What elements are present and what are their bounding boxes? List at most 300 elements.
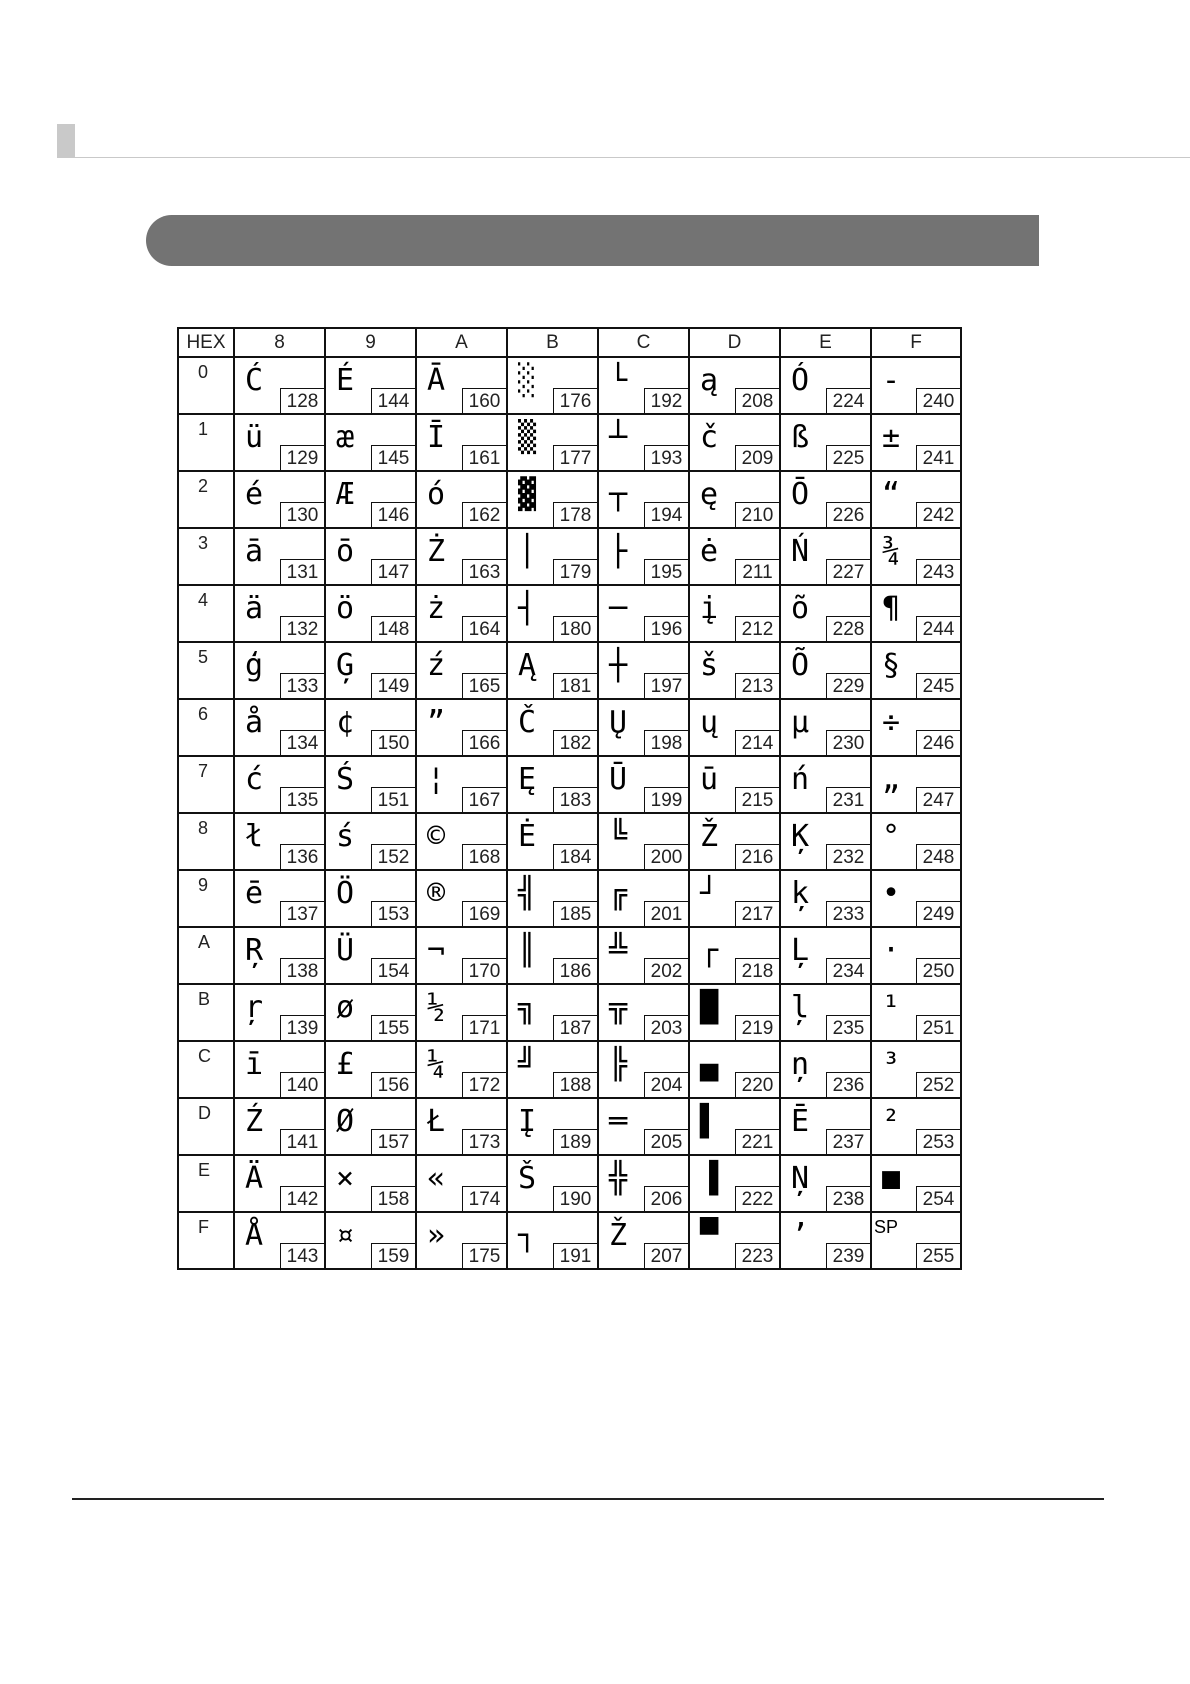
decimal-code: 183 bbox=[553, 787, 597, 812]
char-glyph: ║ bbox=[518, 933, 537, 968]
decimal-code: 218 bbox=[735, 958, 779, 983]
char-glyph: ▌ bbox=[700, 1104, 719, 1139]
char-glyph: ¾ bbox=[882, 534, 901, 569]
decimal-code: 240 bbox=[916, 388, 960, 413]
char-cell bbox=[325, 642, 416, 699]
decimal-code: 191 bbox=[553, 1243, 597, 1268]
decimal-code: 233 bbox=[826, 901, 870, 926]
char-cell bbox=[871, 699, 961, 756]
char-cell bbox=[689, 1212, 780, 1269]
char-cell bbox=[871, 585, 961, 642]
decimal-code: 213 bbox=[735, 673, 779, 698]
row-hex-label: 8 bbox=[198, 818, 209, 838]
decimal-code: 203 bbox=[644, 1015, 688, 1040]
char-cell bbox=[598, 642, 689, 699]
char-glyph: © bbox=[427, 819, 446, 854]
char-glyph: Š bbox=[518, 1161, 537, 1196]
decimal-code: 148 bbox=[371, 616, 415, 641]
char-cell bbox=[416, 528, 507, 585]
char-glyph: Ł bbox=[427, 1104, 446, 1139]
char-glyph: ³ bbox=[882, 1047, 901, 1082]
char-glyph: £ bbox=[336, 1047, 355, 1082]
char-cell bbox=[325, 1155, 416, 1212]
char-cell bbox=[780, 927, 871, 984]
char-glyph: „ bbox=[882, 762, 901, 797]
char-glyph: Ā bbox=[427, 363, 446, 398]
decimal-code: 234 bbox=[826, 958, 870, 983]
char-cell bbox=[507, 984, 598, 1041]
char-glyph: ś bbox=[336, 819, 355, 854]
decimal-code: 245 bbox=[916, 673, 960, 698]
char-cell bbox=[234, 1041, 325, 1098]
decimal-code: 217 bbox=[735, 901, 779, 926]
char-glyph: ▄ bbox=[700, 1047, 719, 1082]
decimal-code: 221 bbox=[735, 1129, 779, 1154]
decimal-code: 255 bbox=[916, 1243, 960, 1268]
char-cell bbox=[871, 471, 961, 528]
char-cell bbox=[689, 357, 780, 414]
char-glyph: - bbox=[882, 363, 901, 398]
char-cell bbox=[234, 699, 325, 756]
char-glyph: Ū bbox=[609, 762, 628, 797]
decimal-code: 170 bbox=[462, 958, 506, 983]
char-cell bbox=[689, 585, 780, 642]
char-glyph: Ż bbox=[427, 534, 446, 569]
decimal-code: 146 bbox=[371, 502, 415, 527]
char-cell bbox=[689, 699, 780, 756]
char-cell bbox=[598, 585, 689, 642]
decimal-code: 153 bbox=[371, 901, 415, 926]
char-cell bbox=[325, 1041, 416, 1098]
decimal-code: 144 bbox=[371, 388, 415, 413]
char-glyph: Ź bbox=[245, 1104, 264, 1139]
char-cell bbox=[234, 870, 325, 927]
decimal-code: 130 bbox=[280, 502, 324, 527]
column-header: A bbox=[416, 328, 507, 357]
char-cell bbox=[416, 414, 507, 471]
char-cell bbox=[507, 642, 598, 699]
decimal-code: 195 bbox=[644, 559, 688, 584]
decimal-code: 253 bbox=[916, 1129, 960, 1154]
char-cell bbox=[416, 471, 507, 528]
decimal-code: 132 bbox=[280, 616, 324, 641]
char-cell bbox=[507, 870, 598, 927]
char-cell bbox=[871, 984, 961, 1041]
char-glyph: └ bbox=[609, 363, 628, 398]
char-glyph: ń bbox=[791, 762, 810, 797]
char-cell bbox=[871, 642, 961, 699]
decimal-code: 231 bbox=[826, 787, 870, 812]
decimal-code: 139 bbox=[280, 1015, 324, 1040]
table-row bbox=[178, 471, 961, 528]
row-hex-label: 1 bbox=[198, 419, 209, 439]
char-cell bbox=[507, 1041, 598, 1098]
char-cell bbox=[325, 813, 416, 870]
char-cell bbox=[780, 870, 871, 927]
char-cell bbox=[234, 357, 325, 414]
char-cell bbox=[416, 1041, 507, 1098]
decimal-code: 157 bbox=[371, 1129, 415, 1154]
column-header: D bbox=[689, 328, 780, 357]
header-row bbox=[178, 328, 961, 357]
table-body bbox=[178, 357, 961, 1269]
char-glyph: Õ bbox=[791, 648, 810, 683]
section-divider bbox=[57, 157, 1190, 158]
char-cell bbox=[598, 528, 689, 585]
table-row bbox=[178, 756, 961, 813]
char-cell bbox=[234, 528, 325, 585]
char-cell bbox=[416, 642, 507, 699]
row-hex-label: B bbox=[198, 989, 211, 1009]
char-glyph: Ę bbox=[518, 762, 537, 797]
char-glyph: č bbox=[700, 420, 719, 455]
char-glyph: Ņ bbox=[791, 1161, 810, 1196]
char-cell bbox=[598, 1041, 689, 1098]
decimal-code: 215 bbox=[735, 787, 779, 812]
char-cell bbox=[780, 756, 871, 813]
char-cell bbox=[689, 870, 780, 927]
decimal-code: 137 bbox=[280, 901, 324, 926]
char-cell bbox=[689, 927, 780, 984]
char-cell bbox=[871, 813, 961, 870]
decimal-code: 178 bbox=[553, 502, 597, 527]
row-header bbox=[178, 414, 234, 471]
char-glyph: ō bbox=[336, 534, 355, 569]
char-cell bbox=[325, 756, 416, 813]
char-glyph: SP bbox=[874, 1217, 899, 1237]
decimal-code: 214 bbox=[735, 730, 779, 755]
char-glyph: ł bbox=[245, 819, 264, 854]
char-cell bbox=[780, 1155, 871, 1212]
row-header bbox=[178, 357, 234, 414]
char-glyph: ą bbox=[700, 363, 719, 398]
decimal-code: 235 bbox=[826, 1015, 870, 1040]
decimal-code: 142 bbox=[280, 1186, 324, 1211]
char-glyph: ° bbox=[882, 819, 901, 854]
char-glyph: │ bbox=[518, 534, 537, 569]
decimal-code: 229 bbox=[826, 673, 870, 698]
char-cell bbox=[598, 471, 689, 528]
char-cell bbox=[507, 1098, 598, 1155]
char-cell bbox=[780, 528, 871, 585]
char-cell bbox=[689, 1041, 780, 1098]
char-glyph: Ä bbox=[245, 1161, 264, 1196]
char-glyph: ē bbox=[245, 876, 264, 911]
char-glyph: ¬ bbox=[427, 933, 446, 968]
table-row bbox=[178, 699, 961, 756]
char-cell bbox=[871, 927, 961, 984]
decimal-code: 192 bbox=[644, 388, 688, 413]
char-cell bbox=[598, 1212, 689, 1269]
char-glyph: ┘ bbox=[700, 876, 719, 911]
decimal-code: 186 bbox=[553, 958, 597, 983]
char-cell bbox=[598, 756, 689, 813]
char-cell bbox=[689, 756, 780, 813]
decimal-code: 162 bbox=[462, 502, 506, 527]
char-cell bbox=[416, 1155, 507, 1212]
char-glyph: ┼ bbox=[609, 648, 628, 683]
decimal-code: 156 bbox=[371, 1072, 415, 1097]
char-cell bbox=[507, 927, 598, 984]
char-glyph: Æ bbox=[336, 477, 355, 512]
char-cell bbox=[234, 927, 325, 984]
char-cell bbox=[780, 357, 871, 414]
char-cell bbox=[689, 1098, 780, 1155]
char-glyph: Å bbox=[245, 1218, 264, 1253]
table-row bbox=[178, 357, 961, 414]
row-hex-label: A bbox=[198, 932, 211, 952]
table-row bbox=[178, 1041, 961, 1098]
decimal-code: 135 bbox=[280, 787, 324, 812]
table-row bbox=[178, 642, 961, 699]
decimal-code: 241 bbox=[916, 445, 960, 470]
decimal-code: 198 bbox=[644, 730, 688, 755]
char-glyph: Ö bbox=[336, 876, 355, 911]
decimal-code: 201 bbox=[644, 901, 688, 926]
char-glyph: ╣ bbox=[518, 876, 537, 911]
char-cell bbox=[689, 471, 780, 528]
char-glyph: Ü bbox=[336, 933, 355, 968]
decimal-code: 163 bbox=[462, 559, 506, 584]
char-glyph: ┤ bbox=[518, 591, 537, 626]
decimal-code: 129 bbox=[280, 445, 324, 470]
decimal-code: 247 bbox=[916, 787, 960, 812]
decimal-code: 187 bbox=[553, 1015, 597, 1040]
row-hex-label: E bbox=[198, 1160, 211, 1180]
char-glyph: ß bbox=[791, 420, 810, 455]
char-cell bbox=[234, 756, 325, 813]
char-glyph: ÷ bbox=[882, 705, 901, 740]
row-hex-label: D bbox=[198, 1103, 211, 1123]
char-cell bbox=[871, 870, 961, 927]
char-cell bbox=[689, 813, 780, 870]
char-glyph: ╦ bbox=[609, 990, 628, 1025]
decimal-code: 171 bbox=[462, 1015, 506, 1040]
section-marker bbox=[57, 124, 75, 158]
row-hex-label: 7 bbox=[198, 761, 209, 781]
decimal-code: 238 bbox=[826, 1186, 870, 1211]
char-glyph: ▀ bbox=[700, 1218, 719, 1253]
char-cell bbox=[325, 1098, 416, 1155]
char-cell bbox=[325, 528, 416, 585]
decimal-code: 185 bbox=[553, 901, 597, 926]
decimal-code: 252 bbox=[916, 1072, 960, 1097]
char-cell bbox=[234, 813, 325, 870]
decimal-code: 243 bbox=[916, 559, 960, 584]
char-glyph: ╔ bbox=[609, 876, 628, 911]
char-cell bbox=[416, 984, 507, 1041]
decimal-code: 133 bbox=[280, 673, 324, 698]
char-glyph: ī bbox=[245, 1047, 264, 1082]
decimal-code: 165 bbox=[462, 673, 506, 698]
decimal-code: 184 bbox=[553, 844, 597, 869]
decimal-code: 200 bbox=[644, 844, 688, 869]
character-code-table bbox=[177, 327, 962, 1270]
char-cell bbox=[325, 984, 416, 1041]
char-glyph: ░ bbox=[518, 363, 537, 398]
row-header bbox=[178, 585, 234, 642]
table-row bbox=[178, 414, 961, 471]
char-cell bbox=[234, 471, 325, 528]
decimal-code: 145 bbox=[371, 445, 415, 470]
char-glyph: Ķ bbox=[791, 819, 810, 854]
decimal-code: 212 bbox=[735, 616, 779, 641]
char-glyph: ģ bbox=[245, 648, 264, 683]
decimal-code: 230 bbox=[826, 730, 870, 755]
decimal-code: 141 bbox=[280, 1129, 324, 1154]
decimal-code: 207 bbox=[644, 1243, 688, 1268]
decimal-code: 193 bbox=[644, 445, 688, 470]
char-glyph: ó bbox=[427, 477, 446, 512]
char-cell bbox=[871, 1098, 961, 1155]
row-hex-label: 2 bbox=[198, 476, 209, 496]
char-cell bbox=[598, 984, 689, 1041]
char-glyph: ö bbox=[336, 591, 355, 626]
char-glyph: Ŗ bbox=[245, 933, 264, 968]
row-hex-label: 9 bbox=[198, 875, 209, 895]
decimal-code: 206 bbox=[644, 1186, 688, 1211]
decimal-code: 210 bbox=[735, 502, 779, 527]
char-cell bbox=[689, 642, 780, 699]
decimal-code: 249 bbox=[916, 901, 960, 926]
table-row bbox=[178, 870, 961, 927]
char-glyph: ┌ bbox=[700, 933, 719, 968]
row-hex-label: C bbox=[198, 1046, 211, 1066]
decimal-code: 219 bbox=[735, 1015, 779, 1040]
char-glyph: ╗ bbox=[518, 990, 537, 1025]
column-header: B bbox=[507, 328, 598, 357]
decimal-code: 225 bbox=[826, 445, 870, 470]
char-cell bbox=[507, 414, 598, 471]
char-cell bbox=[234, 642, 325, 699]
row-header bbox=[178, 870, 234, 927]
decimal-code: 194 bbox=[644, 502, 688, 527]
char-glyph: ┬ bbox=[609, 477, 628, 512]
decimal-code: 164 bbox=[462, 616, 506, 641]
char-glyph: Ó bbox=[791, 363, 810, 398]
decimal-code: 209 bbox=[735, 445, 779, 470]
char-glyph: ╚ bbox=[609, 819, 628, 854]
char-glyph: █ bbox=[700, 990, 719, 1025]
char-cell bbox=[325, 357, 416, 414]
decimal-code: 237 bbox=[826, 1129, 870, 1154]
decimal-code: 216 bbox=[735, 844, 779, 869]
decimal-code: 181 bbox=[553, 673, 597, 698]
char-glyph: ╝ bbox=[518, 1047, 537, 1082]
decimal-code: 190 bbox=[553, 1186, 597, 1211]
decimal-code: 232 bbox=[826, 844, 870, 869]
char-glyph: É bbox=[336, 363, 355, 398]
char-glyph: Ē bbox=[791, 1104, 810, 1139]
char-cell bbox=[234, 585, 325, 642]
char-glyph: ─ bbox=[609, 591, 628, 626]
decimal-code: 228 bbox=[826, 616, 870, 641]
char-glyph: Ō bbox=[791, 477, 810, 512]
char-cell bbox=[234, 1155, 325, 1212]
char-glyph: ® bbox=[427, 876, 446, 911]
decimal-code: 176 bbox=[553, 388, 597, 413]
char-glyph: ć bbox=[245, 762, 264, 797]
decimal-code: 174 bbox=[462, 1186, 506, 1211]
char-cell bbox=[780, 813, 871, 870]
char-glyph: Ž bbox=[609, 1218, 628, 1253]
char-cell bbox=[416, 699, 507, 756]
char-cell bbox=[416, 927, 507, 984]
char-glyph: Į bbox=[518, 1104, 537, 1139]
char-glyph: į bbox=[700, 591, 719, 626]
char-glyph: Ī bbox=[427, 420, 446, 455]
char-cell bbox=[598, 1155, 689, 1212]
decimal-code: 166 bbox=[462, 730, 506, 755]
char-cell bbox=[871, 1212, 961, 1269]
char-cell bbox=[780, 1041, 871, 1098]
row-header bbox=[178, 1041, 234, 1098]
char-glyph: Ø bbox=[336, 1104, 355, 1139]
char-cell bbox=[325, 1212, 416, 1269]
char-glyph: ¹ bbox=[882, 990, 901, 1025]
char-cell bbox=[507, 813, 598, 870]
char-glyph: × bbox=[336, 1161, 355, 1196]
decimal-code: 179 bbox=[553, 559, 597, 584]
char-cell bbox=[780, 1212, 871, 1269]
row-header bbox=[178, 528, 234, 585]
char-glyph: ╠ bbox=[609, 1047, 628, 1082]
char-cell bbox=[689, 414, 780, 471]
table-row bbox=[178, 1212, 961, 1269]
decimal-code: 151 bbox=[371, 787, 415, 812]
char-cell bbox=[507, 699, 598, 756]
char-cell bbox=[325, 585, 416, 642]
decimal-code: 197 bbox=[644, 673, 688, 698]
row-header bbox=[178, 756, 234, 813]
char-cell bbox=[325, 870, 416, 927]
char-glyph: ▐ bbox=[700, 1161, 719, 1196]
char-glyph: · bbox=[882, 933, 901, 968]
char-glyph: ½ bbox=[427, 990, 446, 1025]
char-cell bbox=[598, 699, 689, 756]
decimal-code: 128 bbox=[280, 388, 324, 413]
decimal-code: 223 bbox=[735, 1243, 779, 1268]
decimal-code: 251 bbox=[916, 1015, 960, 1040]
char-cell bbox=[416, 756, 507, 813]
char-cell bbox=[507, 756, 598, 813]
char-cell bbox=[416, 1098, 507, 1155]
table-row bbox=[178, 927, 961, 984]
decimal-code: 220 bbox=[735, 1072, 779, 1097]
decimal-code: 244 bbox=[916, 616, 960, 641]
decimal-code: 188 bbox=[553, 1072, 597, 1097]
char-glyph: » bbox=[427, 1218, 446, 1253]
char-cell bbox=[325, 471, 416, 528]
char-glyph: • bbox=[882, 876, 901, 911]
char-glyph: ė bbox=[700, 534, 719, 569]
char-glyph: ├ bbox=[609, 534, 628, 569]
char-glyph: ┐ bbox=[518, 1218, 537, 1253]
char-glyph: ņ bbox=[791, 1047, 810, 1082]
char-glyph: Ć bbox=[245, 363, 264, 398]
char-cell bbox=[507, 585, 598, 642]
row-header bbox=[178, 471, 234, 528]
decimal-code: 227 bbox=[826, 559, 870, 584]
decimal-code: 152 bbox=[371, 844, 415, 869]
char-cell bbox=[507, 1155, 598, 1212]
char-glyph: ” bbox=[427, 705, 446, 740]
char-glyph: Č bbox=[518, 705, 537, 740]
char-glyph: é bbox=[245, 477, 264, 512]
char-glyph: Ė bbox=[518, 819, 537, 854]
table-row bbox=[178, 528, 961, 585]
char-glyph: ż bbox=[427, 591, 446, 626]
